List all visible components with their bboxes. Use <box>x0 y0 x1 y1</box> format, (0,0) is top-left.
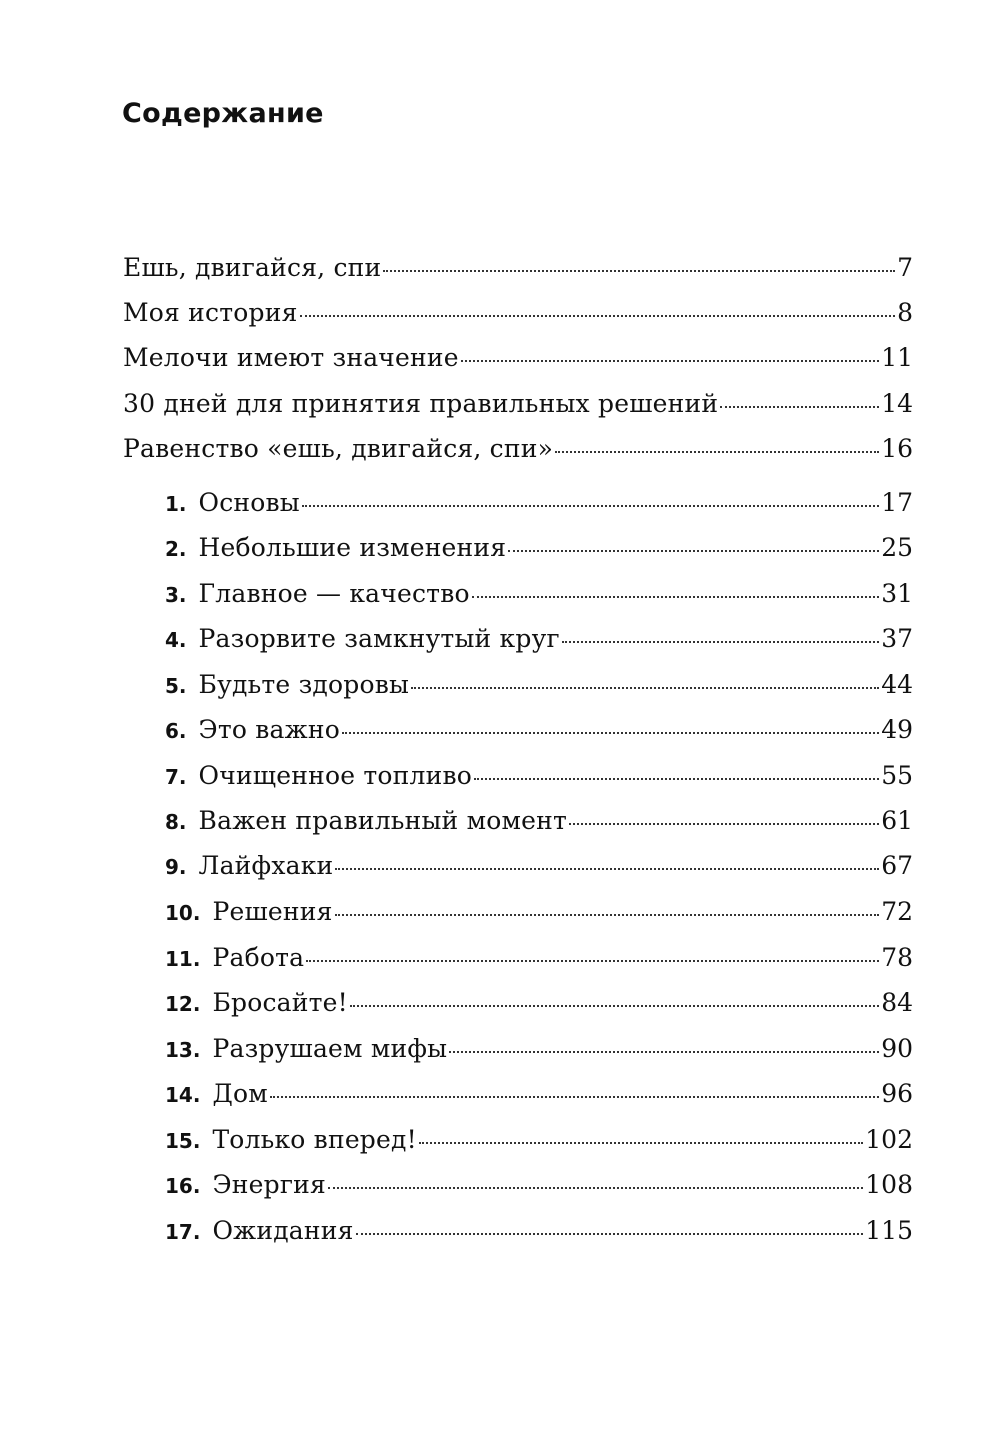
chapter-number: 3. <box>165 583 187 607</box>
chapter-page: 61 <box>881 806 913 835</box>
chapter-title: Разрушаем мифы <box>212 1034 448 1063</box>
chapter-title: Главное — качество <box>198 579 470 608</box>
toc-chapter[interactable] <box>165 621 913 657</box>
toc-chapter[interactable] <box>165 758 913 794</box>
toc-entry-page: 11 <box>881 343 913 372</box>
dot-leader <box>419 1142 863 1144</box>
chapter-title: Разорвите замкнутый круг <box>198 624 560 653</box>
chapter-page: 44 <box>881 670 913 699</box>
chapter-title: Работа <box>212 943 305 972</box>
chapter-title: Бросайте! <box>212 988 348 1017</box>
dot-leader <box>356 1233 864 1235</box>
toc-chapter[interactable] <box>165 940 913 976</box>
toc-entry[interactable] <box>123 386 913 422</box>
toc-entry[interactable] <box>123 340 913 376</box>
toc-chapter[interactable] <box>165 712 913 748</box>
dot-leader <box>350 1005 879 1007</box>
dot-leader <box>461 360 879 362</box>
chapter-title: Решения <box>212 897 333 926</box>
chapter-title: Это важно <box>198 715 340 744</box>
toc-entry-title: Мелочи имеют значение <box>123 343 459 372</box>
dot-leader <box>302 505 879 507</box>
toc-chapter[interactable] <box>165 803 913 839</box>
dot-leader <box>474 778 879 780</box>
dot-leader <box>342 732 879 734</box>
chapter-page: 25 <box>881 533 913 562</box>
chapter-number: 14. <box>165 1083 201 1107</box>
toc-chapter[interactable] <box>165 667 913 703</box>
toc-entry-title: 30 дней для принятия правильных решений <box>123 389 719 418</box>
chapter-page: 115 <box>865 1216 913 1245</box>
toc-chapter[interactable] <box>165 1167 913 1203</box>
toc-entry-page: 16 <box>881 434 913 463</box>
toc-entry[interactable] <box>123 295 913 331</box>
chapter-title: Будьте здоровы <box>198 670 410 699</box>
chapter-number: 5. <box>165 674 187 698</box>
chapter-page: 72 <box>881 897 913 926</box>
dot-leader <box>562 641 879 643</box>
chapter-number: 7. <box>165 765 187 789</box>
chapter-number: 4. <box>165 628 187 652</box>
toc-chapter[interactable] <box>165 1076 913 1112</box>
dot-leader <box>306 960 879 962</box>
toc-entry-title: Равенство «ешь, двигайся, спи» <box>123 434 554 463</box>
chapter-page: 49 <box>881 715 913 744</box>
toc-entry-page: 14 <box>881 389 913 418</box>
dot-leader <box>411 687 879 689</box>
chapter-number: 10. <box>165 901 201 925</box>
chapter-page: 67 <box>881 851 913 880</box>
chapter-title: Энергия <box>212 1170 326 1199</box>
dot-leader <box>335 868 879 870</box>
toc-entry-page: 8 <box>897 298 913 327</box>
chapter-title: Ожидания <box>212 1216 354 1245</box>
page-title: Содержание <box>122 98 324 129</box>
chapter-page: 108 <box>865 1170 913 1199</box>
chapter-page: 102 <box>865 1125 913 1154</box>
dot-leader <box>472 596 879 598</box>
chapter-number: 11. <box>165 947 201 971</box>
chapter-title: Очищенное топливо <box>198 761 472 790</box>
chapter-page: 90 <box>881 1034 913 1063</box>
chapter-page: 78 <box>881 943 913 972</box>
dot-leader <box>383 270 895 272</box>
chapter-title: Важен правильный момент <box>198 806 567 835</box>
toc-chapter[interactable] <box>165 576 913 612</box>
chapter-page: 55 <box>881 761 913 790</box>
chapter-page: 37 <box>881 624 913 653</box>
dot-leader <box>328 1187 863 1189</box>
toc-entry-title: Моя история <box>123 298 298 327</box>
toc-chapter[interactable] <box>165 1213 913 1249</box>
chapter-number: 2. <box>165 537 187 561</box>
chapter-title: Небольшие изменения <box>198 533 507 562</box>
dot-leader <box>569 823 879 825</box>
dot-leader <box>555 451 879 453</box>
dot-leader <box>720 406 879 408</box>
dot-leader <box>508 550 879 552</box>
toc-chapter[interactable] <box>165 894 913 930</box>
chapter-number: 12. <box>165 992 201 1016</box>
chapter-title: Дом <box>212 1079 268 1108</box>
chapter-number: 13. <box>165 1038 201 1062</box>
toc-chapter[interactable] <box>165 485 913 521</box>
toc-chapter[interactable] <box>165 1031 913 1067</box>
chapter-title: Только вперед! <box>212 1125 417 1154</box>
chapter-page: 84 <box>881 988 913 1017</box>
chapter-number: 16. <box>165 1174 201 1198</box>
chapter-number: 17. <box>165 1220 201 1244</box>
toc-entry[interactable] <box>123 431 913 467</box>
chapter-page: 96 <box>881 1079 913 1108</box>
chapter-number: 8. <box>165 810 187 834</box>
chapter-number: 6. <box>165 719 187 743</box>
dot-leader <box>270 1096 879 1098</box>
toc-chapter[interactable] <box>165 530 913 566</box>
chapter-page: 31 <box>881 579 913 608</box>
chapter-number: 15. <box>165 1129 201 1153</box>
dot-leader <box>300 315 896 317</box>
chapter-title: Основы <box>198 488 300 517</box>
toc-entry[interactable] <box>123 250 913 286</box>
dot-leader <box>335 914 880 916</box>
toc-chapter[interactable] <box>165 985 913 1021</box>
chapter-number: 9. <box>165 855 187 879</box>
toc-chapter[interactable] <box>165 1122 913 1158</box>
toc-entry-title: Ешь, двигайся, спи <box>123 253 382 282</box>
toc-entry-page: 7 <box>897 253 913 282</box>
dot-leader <box>449 1051 879 1053</box>
chapter-title: Лайфхаки <box>198 851 334 880</box>
chapter-page: 17 <box>881 488 913 517</box>
chapter-number: 1. <box>165 492 187 516</box>
toc-chapter[interactable] <box>165 848 913 884</box>
